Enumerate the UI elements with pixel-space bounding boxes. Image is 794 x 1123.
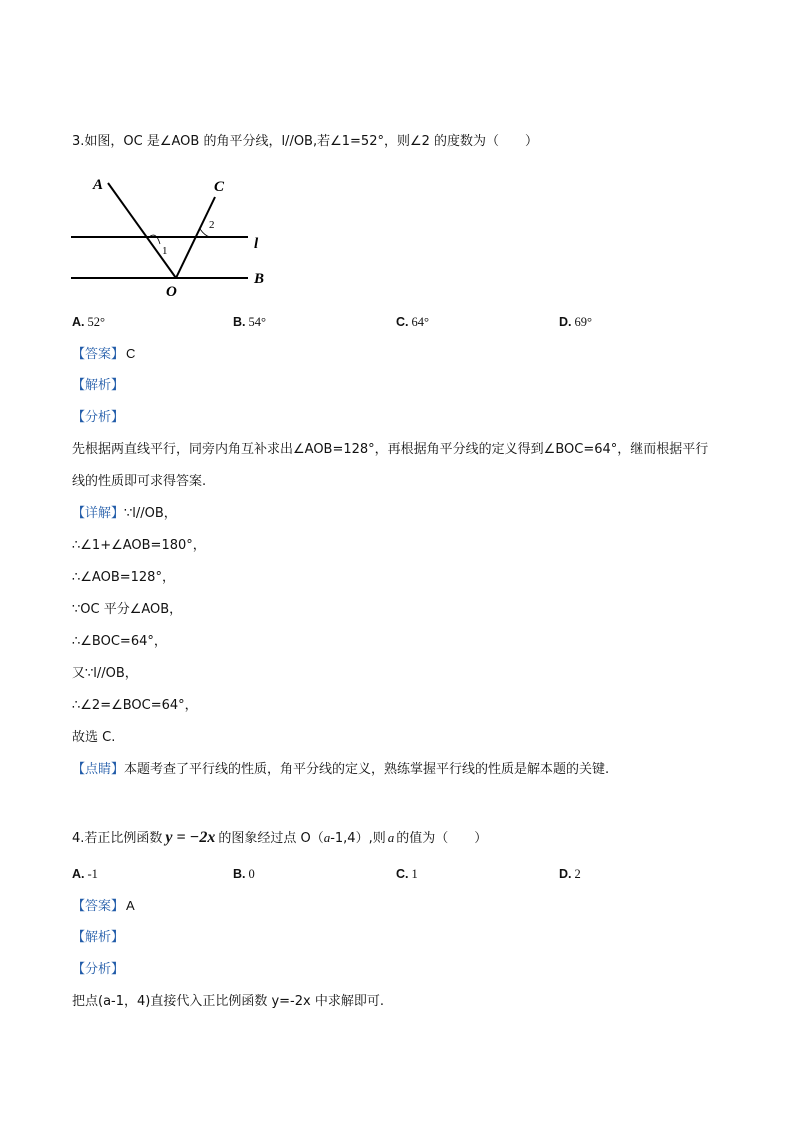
q3-dianjing-text: 本题考查了平行线的性质，角平分线的定义，熟练掌握平行线的性质是解本题的关键. (124, 762, 610, 777)
q3-analysis-tag (72, 377, 124, 395)
q4-stem-end: 的值为（ ） (396, 831, 488, 846)
q3-answer-tag: 【答案】 (72, 347, 125, 362)
q3-option-a-label: A. (72, 315, 85, 329)
q4-option-c-value: 1 (411, 867, 418, 881)
q4-analysis-tag (72, 929, 124, 947)
q4-option-d-label: D. (559, 867, 572, 881)
q3-option-b (233, 313, 266, 331)
q3-option-b-value: 54° (248, 315, 266, 329)
ray-oa (108, 183, 176, 278)
q3-detail-first: ∵l//OB， (124, 506, 177, 521)
q3-detail-tag: 【详解】 (72, 506, 125, 521)
q4-a-var: a (387, 830, 395, 845)
label-angle-1: 1 (162, 245, 168, 257)
q4-answer-value: A (126, 898, 135, 913)
label-l: l (254, 236, 259, 252)
q3-dianjing-tag: 【点睛】 (72, 762, 125, 777)
q4-answer (72, 897, 135, 916)
q3-step-1: ∴∠1+∠AOB=180°， (72, 538, 206, 553)
q4-fenxi-text: 把点(a-1，4)直接代入正比例函数 y=-2x 中求解即可. (72, 994, 384, 1009)
q3-answer-value: C (126, 346, 136, 361)
q4-option-b (233, 865, 255, 883)
q3-step-6: ∴∠2=∠BOC=64°， (72, 698, 198, 713)
q3-analysis-tag-text: 【解析】 (72, 378, 125, 393)
q4-option-b-label: B. (233, 867, 246, 881)
q3-step-4: ∴∠BOC=64°， (72, 634, 167, 649)
q3-fenxi-text-2: 线的性质即可求得答案. (72, 474, 207, 489)
q4-option-c-label: C. (396, 867, 409, 881)
q4-stem-prefix: 4.若正比例函数 (72, 831, 163, 846)
q3-step-7: 故选 C. (72, 730, 116, 745)
q3-stem: 3.如图，OC 是∠AOB 的角平分线，l//OB,若∠1=52°，则∠2 的度数为（ ） (72, 134, 539, 149)
q4-stem (72, 829, 487, 848)
q4-point-a: a (323, 830, 331, 845)
q3-figure (68, 172, 278, 302)
q3-option-d (559, 313, 592, 331)
q3-option-d-value: 69° (574, 315, 592, 329)
q4-option-a-label: A. (72, 867, 85, 881)
q4-formula: y = −2x (165, 829, 216, 846)
q3-option-c-value: 64° (411, 315, 429, 329)
q3-answer (72, 345, 135, 364)
q3-option-c (396, 313, 429, 331)
q4-option-a-value: -1 (87, 867, 98, 881)
q3-option-c-label: C. (396, 315, 409, 329)
q3-option-d-label: D. (559, 315, 572, 329)
q4-option-b-value: 0 (248, 867, 255, 881)
q4-analysis-tag-text: 【解析】 (72, 930, 125, 945)
q4-stem-mid: 的图象经过点 O（ (218, 831, 324, 846)
label-angle-2: 2 (209, 219, 215, 231)
q4-fenxi-tag-text: 【分析】 (72, 962, 125, 977)
q3-option-b-label: B. (233, 315, 246, 329)
q4-point-rest: -1,4）,则 (330, 831, 386, 846)
q3-dianjing (72, 761, 609, 779)
q3-fenxi-tag-text: 【分析】 (72, 410, 125, 425)
label-b: B (254, 271, 265, 287)
label-o: O (166, 284, 177, 300)
q3-detail (72, 505, 177, 523)
q4-fenxi-tag (72, 961, 124, 979)
q4-option-c (396, 865, 418, 883)
q3-option-a (72, 313, 105, 331)
q4-option-d-value: 2 (574, 867, 581, 881)
q4-option-a (72, 865, 98, 883)
q4-answer-tag: 【答案】 (72, 899, 125, 914)
q3-step-2: ∴∠AOB=128°， (72, 570, 175, 585)
q3-option-a-value: 52° (87, 315, 105, 329)
label-c: C (214, 179, 225, 195)
q4-option-d (559, 865, 581, 883)
q3-step-3: ∵OC 平分∠AOB， (72, 602, 183, 617)
q3-step-5: 又∵l//OB， (72, 666, 138, 681)
label-a: A (93, 177, 104, 193)
q3-fenxi-tag (72, 409, 124, 427)
q3-fenxi-text-1: 先根据两直线平行，同旁内角互补求出∠AOB=128°，再根据角平分线的定义得到∠BOC=64°，继而根据平行 (72, 442, 709, 457)
